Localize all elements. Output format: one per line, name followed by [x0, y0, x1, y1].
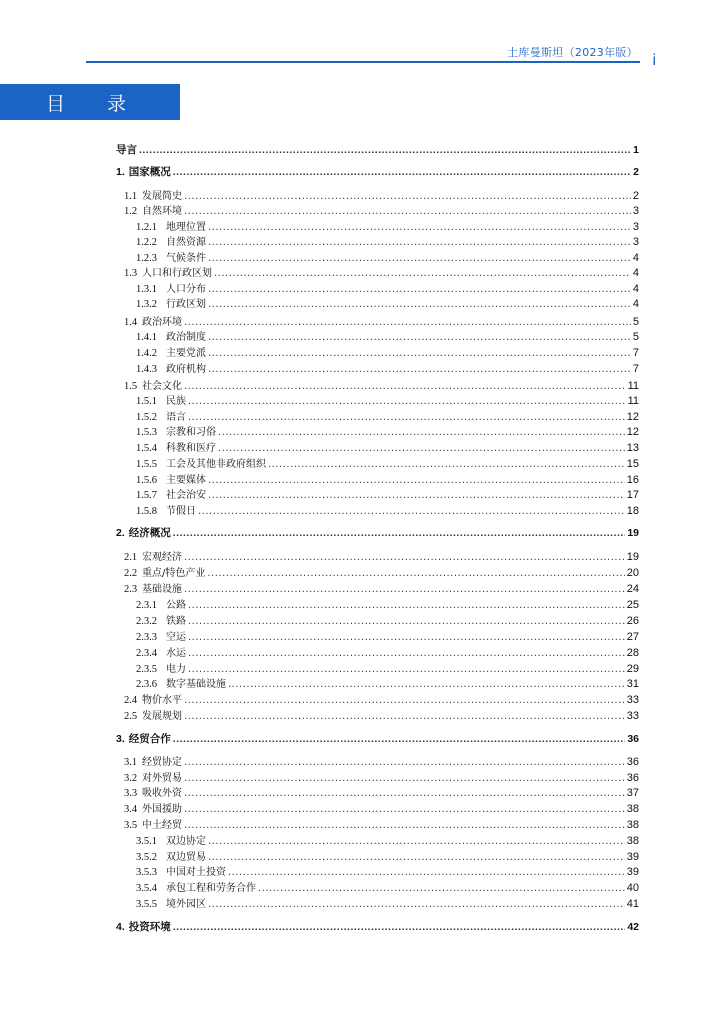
- toc-entry-title: 主要媒体: [166, 475, 206, 486]
- toc-entry-number: 3.5.1: [136, 836, 157, 847]
- toc-entry-title: 公路: [166, 600, 186, 611]
- toc-entry-title: 经贸协定: [142, 757, 182, 768]
- toc-entry[interactable]: [116, 142, 639, 157]
- toc-entry-number: 3.: [116, 733, 125, 745]
- dot-leader: [173, 166, 631, 178]
- dot-leader: [184, 804, 625, 815]
- toc-entry-title: 社会文化: [142, 381, 182, 392]
- toc-entry[interactable]: [136, 328, 639, 343]
- toc-entry-title: 社会治安: [166, 490, 206, 501]
- toc-entry-number: 2.3.3: [136, 632, 157, 643]
- toc-entry-title: 电力: [166, 664, 186, 675]
- toc-entry-page: 38: [626, 819, 639, 831]
- toc-entry-title: 自然环境: [142, 206, 182, 217]
- toc-entry[interactable]: [136, 596, 639, 611]
- toc-entry[interactable]: [124, 580, 639, 595]
- toc-entry[interactable]: [136, 660, 639, 675]
- toc-entry-title: 水运: [166, 648, 186, 659]
- toc-entry[interactable]: [124, 769, 639, 784]
- toc-entry[interactable]: [136, 471, 639, 486]
- toc-entry[interactable]: [136, 423, 639, 438]
- dot-leader: [188, 616, 625, 627]
- toc-entry-page: 41: [626, 898, 639, 910]
- toc-entry-number: 4.: [116, 921, 125, 933]
- toc-entry[interactable]: [124, 313, 639, 328]
- toc-entry-page: 16: [626, 474, 639, 486]
- toc-entry-number: 2.2: [124, 568, 138, 579]
- toc-entry-number: 3.5.2: [136, 852, 157, 863]
- toc-entry-number: 2.3.2: [136, 616, 157, 627]
- dot-leader: [184, 206, 631, 217]
- dot-leader: [184, 381, 626, 392]
- toc-entry-page: 3: [632, 221, 639, 233]
- dot-leader: [188, 648, 625, 659]
- toc-entry-number: 1.5.3: [136, 427, 157, 438]
- toc-entry-number: 2.3.5: [136, 664, 157, 675]
- dot-leader: [208, 899, 625, 910]
- toc-entry-number: 1.3.1: [136, 284, 157, 295]
- toc-entry-page: 40: [626, 882, 639, 894]
- toc-entry[interactable]: [136, 280, 639, 295]
- toc-entry[interactable]: [124, 548, 639, 563]
- toc-entry-title: 投资环境: [128, 921, 171, 933]
- toc-entry-title: 自然资源: [166, 237, 206, 248]
- toc-entry-page: 27: [626, 631, 639, 643]
- toc-entry-page: 7: [632, 347, 639, 359]
- dot-leader: [208, 284, 631, 295]
- dot-leader: [214, 268, 631, 279]
- toc-entry-page: 4: [632, 252, 639, 264]
- toc-entry-number: 1.5.7: [136, 490, 157, 501]
- toc-entry-number: 1.5.2: [136, 412, 157, 423]
- toc-entry-page: 37: [626, 787, 639, 799]
- toc-entry-title: 物价水平: [142, 695, 182, 706]
- toc-entry-title: 气候条件: [166, 253, 206, 264]
- toc-entry-title: 境外园区: [166, 899, 206, 910]
- toc-entry-number: 3.5.5: [136, 899, 157, 910]
- toc-entry[interactable]: [136, 848, 639, 863]
- toc-entry-page: 4: [632, 267, 639, 279]
- toc-entry-title: 空运: [166, 632, 186, 643]
- toc-entry-title: 重点/特色产业: [142, 568, 206, 579]
- toc-entry-title: 吸收外资: [142, 788, 182, 799]
- toc-entry-number: 1.2.2: [136, 237, 157, 248]
- toc-entry-title: 数字基础设施: [166, 679, 226, 690]
- toc-entry-page: 36: [626, 772, 639, 784]
- toc-entry-page: 39: [626, 851, 639, 863]
- toc-entry[interactable]: [116, 919, 639, 934]
- toc-entry-page: 20: [626, 567, 639, 579]
- toc-entry-number: 3.2: [124, 773, 138, 784]
- toc-entry-page: 13: [626, 442, 639, 454]
- toc-entry-title: 双边贸易: [166, 852, 206, 863]
- toc-entry-title: 基础设施: [142, 584, 182, 595]
- toc-entry-title: 政治环境: [142, 317, 182, 328]
- toc-entry-page: 36: [626, 756, 639, 768]
- toc-entry-title: 宏观经济: [142, 552, 182, 563]
- toc-entry[interactable]: [136, 628, 639, 643]
- toc-entry-page: 17: [626, 489, 639, 501]
- toc-entry-number: 1.5.1: [136, 396, 157, 407]
- dot-leader: [188, 632, 625, 643]
- toc-entry-title: 经济概况: [128, 527, 171, 539]
- dot-leader: [208, 253, 631, 264]
- toc-entry[interactable]: [136, 502, 639, 517]
- dot-leader: [188, 396, 626, 407]
- dot-leader: [173, 527, 626, 539]
- dot-leader: [208, 364, 631, 375]
- toc-entry-page: 12: [626, 426, 639, 438]
- toc-entry-title: 中国对土投资: [166, 867, 226, 878]
- toc-entry-title: 人口分布: [166, 284, 206, 295]
- dot-leader: [268, 459, 625, 470]
- toc-entry[interactable]: [136, 675, 639, 690]
- toc-entry-page: 19: [627, 527, 639, 539]
- dot-leader: [184, 711, 625, 722]
- toc-entry-title: 节假日: [166, 506, 196, 517]
- toc-entry[interactable]: [124, 784, 639, 799]
- toc-entry-title: 对外贸易: [142, 773, 182, 784]
- toc-entry[interactable]: [136, 408, 639, 423]
- dot-leader: [173, 921, 626, 933]
- toc-entry[interactable]: [116, 164, 639, 179]
- dot-leader: [218, 443, 625, 454]
- toc-entry-page: 33: [626, 710, 639, 722]
- toc-entry-number: 1.1: [124, 191, 138, 202]
- toc-entry[interactable]: [124, 377, 639, 392]
- toc-entry-number: 2.3.1: [136, 600, 157, 611]
- toc-entry-page: 19: [626, 551, 639, 563]
- toc-entry-title: 双边协定: [166, 836, 206, 847]
- toc-entry-page: 28: [626, 647, 639, 659]
- dot-leader: [208, 852, 625, 863]
- toc-entry[interactable]: [136, 455, 639, 470]
- toc-entry[interactable]: [136, 832, 639, 847]
- dot-leader: [208, 222, 631, 233]
- toc-entry[interactable]: [124, 816, 639, 831]
- toc-entry-number: 3.3: [124, 788, 138, 799]
- dot-leader: [228, 867, 625, 878]
- toc-entry-number: 1.4.1: [136, 332, 157, 343]
- toc-entry[interactable]: [136, 439, 639, 454]
- toc-entry[interactable]: [136, 233, 639, 248]
- toc-entry-title: 政府机构: [166, 364, 206, 375]
- dot-leader: [188, 600, 625, 611]
- toc-entry-number: 1.4.2: [136, 348, 157, 359]
- toc-entry[interactable]: [136, 392, 639, 407]
- dot-leader: [184, 695, 625, 706]
- toc-entry-page: 3: [632, 205, 639, 217]
- toc-entry[interactable]: [124, 564, 639, 579]
- toc-entry-title: 发展简史: [142, 191, 182, 202]
- toc-entry-page: 5: [632, 331, 639, 343]
- toc-entry[interactable]: [136, 644, 639, 659]
- toc-entry[interactable]: [124, 187, 639, 202]
- toc-entry-title: 工会及其他非政府组织: [166, 459, 266, 470]
- toc-entry[interactable]: [116, 525, 639, 540]
- toc-entry-page: 36: [627, 733, 639, 745]
- toc-entry[interactable]: [136, 486, 639, 501]
- toc-entry-number: 1.5.5: [136, 459, 157, 470]
- toc-entry-number: 1.5.4: [136, 443, 157, 454]
- toc-entry[interactable]: [136, 249, 639, 264]
- toc-entry[interactable]: [124, 800, 639, 815]
- toc-entry-page: 29: [626, 663, 639, 675]
- toc-entry[interactable]: [136, 344, 639, 359]
- toc-entry-title: 外国援助: [142, 804, 182, 815]
- toc-entry-title: 政治制度: [166, 332, 206, 343]
- toc-entry-number: 1.2.3: [136, 253, 157, 264]
- toc-entry-number: 2.5: [124, 711, 138, 722]
- toc-entry[interactable]: [136, 879, 639, 894]
- toc-entry-title: 导言: [116, 144, 137, 156]
- toc-entry-number: 3.1: [124, 757, 138, 768]
- toc-entry-page: 3: [632, 236, 639, 248]
- toc-entry-number: 3.5.4: [136, 883, 157, 894]
- dot-leader: [184, 317, 631, 328]
- toc-entry-page: 18: [626, 505, 639, 517]
- toc-entry-title: 民族: [166, 396, 186, 407]
- toc-entry-number: 2.3.6: [136, 679, 157, 690]
- document-title: 土库曼斯坦（2023年版）: [507, 46, 638, 59]
- dot-leader: [184, 191, 631, 202]
- toc-entry-number: 1.5: [124, 381, 138, 392]
- toc-entry-page: 15: [626, 458, 639, 470]
- toc-entry-page: 24: [626, 583, 639, 595]
- dot-leader: [184, 773, 625, 784]
- toc-entry-page: 25: [626, 599, 639, 611]
- toc-entry[interactable]: [136, 295, 639, 310]
- toc-entry-title: 国家概况: [128, 166, 171, 178]
- dot-leader: [208, 490, 625, 501]
- toc-entry-number: 1.4: [124, 317, 138, 328]
- toc-entry-page: 2: [632, 190, 639, 202]
- dot-leader: [184, 788, 625, 799]
- toc-entry[interactable]: [136, 612, 639, 627]
- dot-leader: [208, 237, 631, 248]
- page-number: i: [652, 52, 656, 69]
- dot-leader: [188, 664, 625, 675]
- toc-entry-title: 科教和医疗: [166, 443, 216, 454]
- toc-entry-page: 42: [627, 921, 639, 933]
- toc-entry-number: 3.5.3: [136, 867, 157, 878]
- dot-leader: [208, 836, 625, 847]
- toc-entry-number: 1.4.3: [136, 364, 157, 375]
- toc-entry-title: 铁路: [166, 616, 186, 627]
- toc-entry-number: 1.5.6: [136, 475, 157, 486]
- dot-leader: [228, 679, 625, 690]
- toc-entry-page: 38: [626, 803, 639, 815]
- toc-entry[interactable]: [124, 264, 639, 279]
- toc-entry-title: 行政区划: [166, 299, 206, 310]
- toc-entry[interactable]: [116, 731, 639, 746]
- toc-entry-number: 2.3.4: [136, 648, 157, 659]
- toc-heading-banner: 目 录: [0, 84, 180, 120]
- toc-entry-title: 语言: [166, 412, 186, 423]
- toc-entry-title: 宗教和习俗: [166, 427, 216, 438]
- toc-entry-page: 12: [626, 411, 639, 423]
- dot-leader: [258, 883, 625, 894]
- toc-entry-page: 7: [632, 363, 639, 375]
- toc-entry-number: 3.4: [124, 804, 138, 815]
- dot-leader: [208, 348, 631, 359]
- toc-entry[interactable]: [124, 202, 639, 217]
- toc-entry-number: 3.5: [124, 820, 138, 831]
- toc-entry-page: 26: [626, 615, 639, 627]
- dot-leader: [184, 820, 625, 831]
- toc-entry-title: 主要党派: [166, 348, 206, 359]
- toc-entry-page: 4: [632, 283, 639, 295]
- dot-leader: [207, 568, 624, 579]
- toc-entry-number: 1.3: [124, 268, 138, 279]
- toc-entry[interactable]: [136, 218, 639, 233]
- toc-entry-page: 11: [627, 395, 639, 407]
- toc-entry[interactable]: [136, 863, 639, 878]
- toc-entry-number: 2.3: [124, 584, 138, 595]
- toc-entry-title: 人口和行政区划: [142, 268, 212, 279]
- toc-entry[interactable]: [136, 360, 639, 375]
- toc-entry-number: 2.4: [124, 695, 138, 706]
- toc-entry-page: 5: [632, 316, 639, 328]
- toc-entry-number: 2.: [116, 527, 125, 539]
- toc-entry-number: 1.: [116, 166, 125, 178]
- dot-leader: [218, 427, 625, 438]
- toc-entry-title: 承包工程和劳务合作: [166, 883, 256, 894]
- toc-entry-page: 11: [627, 380, 639, 392]
- dot-leader: [173, 733, 626, 745]
- dot-leader: [184, 552, 625, 563]
- toc-entry-page: 33: [626, 694, 639, 706]
- toc-entry-number: 1.2.1: [136, 222, 157, 233]
- toc-entry-number: 2.1: [124, 552, 138, 563]
- dot-leader: [188, 412, 625, 423]
- toc-entry-page: 31: [626, 678, 639, 690]
- toc-entry-title: 地理位置: [166, 222, 206, 233]
- toc-entry-number: 1.5.8: [136, 506, 157, 517]
- toc-entry-number: 1.2: [124, 206, 138, 217]
- toc-entry-page: 4: [632, 298, 639, 310]
- toc-entry-number: 1.3.2: [136, 299, 157, 310]
- dot-leader: [139, 144, 631, 156]
- dot-leader: [198, 506, 625, 517]
- toc-entry[interactable]: [124, 707, 639, 722]
- dot-leader: [184, 757, 625, 768]
- toc-entry[interactable]: [124, 753, 639, 768]
- dot-leader: [208, 475, 625, 486]
- toc-entry-page: 1: [633, 144, 639, 156]
- toc-entry-title: 发展规划: [142, 711, 182, 722]
- toc-entry[interactable]: [124, 691, 639, 706]
- toc-entry-title: 中土经贸: [142, 820, 182, 831]
- toc-entry-page: 2: [633, 166, 639, 178]
- dot-leader: [208, 332, 631, 343]
- toc-entry-page: 39: [626, 866, 639, 878]
- toc-entry-page: 38: [626, 835, 639, 847]
- toc-entry-title: 经贸合作: [128, 733, 171, 745]
- dot-leader: [184, 584, 625, 595]
- dot-leader: [208, 299, 631, 310]
- toc-entry[interactable]: [136, 895, 639, 910]
